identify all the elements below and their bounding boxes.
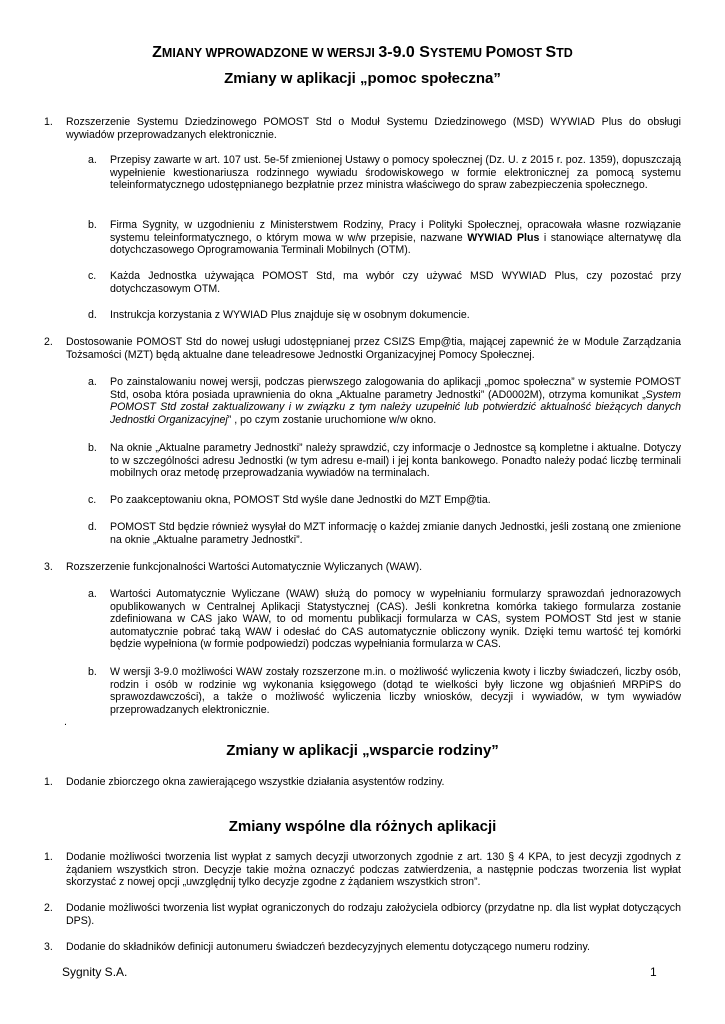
list-number: 2. <box>44 902 53 914</box>
sub-item: Wartości Automatycznie Wyliczane (WAW) służą do pomocy w wypełnianiu formularzy sprawozdań jednorazowych opublikowanych w Centralnej Aplikacji Statystycznej (CAS). Jeśli konkretna komórka takiego formularza zostanie zdefiniowana w CAS jako WAW, to od momentu publikacji formularza w CAS, system POMOST Std jest w stanie automatycznie pobrać taką WAW i odesłać do CAS automatycznie obliczony wynik. Dzięki temu wartość tej komórki będzie wypełniona (w formie podpowiedzi) podczas wypełniania formularza w CAS. <box>110 588 681 651</box>
sub-item: Przepisy zawarte w art. 107 ust. 5e-5f zmienionej Ustawy o pomocy społecznej (Dz. U. z 2015 r. poz. 1359), dopuszczają wypełnienie kwestionariusza rodzinnego wywiadu środowiskowego w formie elektronicznej za pomocą systemu teleinformatycznego udostępnianego bezpłatnie przez ministra właściwego do spraw zabezpieczenia społecznego. <box>110 154 681 192</box>
list-item: Dodanie możliwości tworzenia list wypłat ograniczonych do rodzaju założyciela odbiorcy (przydatne np. dla list wypłat dotyczących DPS). <box>66 902 681 927</box>
sub-item: Firma Sygnity, w uzgodnieniu z Ministerstwem Rodziny, Pracy i Polityki Społecznej, opracowała własne rozwiązanie systemu teleinformatycznego, o którym mowa w w/w przepisie, nazwane WYWIAD Plus i stanowiące alternatywę dla dotychczasowego Oprogramowania Terminali Mobilnych (OTM). <box>110 219 681 257</box>
sub-letter: b. <box>88 219 97 231</box>
list-item: Rozszerzenie Systemu Dziedzinowego POMOST Std o Moduł Systemu Dziedzinowego (MSD) WYWIAD Plus do obsługi wywiadów przeprowadzanych elektronicznie. <box>66 116 681 141</box>
sub-letter: a. <box>88 376 97 388</box>
sub-letter: d. <box>88 521 97 533</box>
footer-company: Sygnity S.A. <box>62 965 128 979</box>
list-number: 3. <box>44 941 53 953</box>
sub-item: Instrukcja korzystania z WYWIAD Plus znajduje się w osobnym dokumencie. <box>110 309 470 321</box>
sub-item: POMOST Std będzie również wysyłał do MZT informację o każdej zmianie danych Jednostki, jeśli zostaną one zmienione na oknie „Aktualne parametry Jednostki”. <box>110 521 681 546</box>
sub-item: Po zaakceptowaniu okna, POMOST Std wyśle dane Jednostki do MZT Emp@tia. <box>110 494 491 506</box>
list-number: 3. <box>44 561 53 573</box>
sub-item: Na oknie „Aktualne parametry Jednostki” należy sprawdzić, czy informacje o Jednostce są kompletne i aktualne. Dotyczy to w szczególności adresu Jednostki (w tym adresu e-mail) i jej konta bankowego. Ponadto należy podać liczbę terminali mobilnych oraz metodę przeprowadzania wywiadów na terminalach. <box>110 442 681 480</box>
sub-item: Po zainstalowaniu nowej wersji, podczas pierwszego zalogowania do aplikacji „pomoc społeczna” w systemie POMOST Std, osoba która posiada uprawnienia do okna „Aktualne parametry Jednostki” (AD0002M), otrzyma komunikat „System POMOST Std został zaktualizowany i w związku z tym należy uzupełnić lub potwierdzić aktualność bieżących danych Jednostki Organizacyjnej” , po czym zostanie uruchomione w/w okno. <box>110 376 681 426</box>
sub-letter: b. <box>88 666 97 678</box>
list-item: Dodanie zbiorczego okna zawierającego wszystkie działania asystentów rodziny. <box>66 776 445 788</box>
document-title: ZMIANY WPROWADZONE W WERSJI 3-9.0 SYSTEMU POMOST STD <box>152 44 573 61</box>
list-item: Dodanie możliwości tworzenia list wypłat z samych decyzji utworzonych zgodnie z art. 130 § 4 KPA, to jest decyzji zgodnych z żądaniem wszystkich stron. Decyzje takie można oznaczyć podczas zatwierdzenia, a następnie podczas tworzenia list wypłat skorzystać z nowej opcji „uwzględnij tylko decyzje zgodne z żądaniem wszystkich stron”. <box>66 851 681 889</box>
list-number: 2. <box>44 336 53 348</box>
section-heading-pomoc-spoleczna: Zmiany w aplikacji „pomoc społeczna” <box>224 70 501 87</box>
sub-item: Każda Jednostka używająca POMOST Std, ma wybór czy używać MSD WYWIAD Plus, czy pozostać przy dotychczasowym OTM. <box>110 270 681 295</box>
section-heading-wspolne: Zmiany wspólne dla różnych aplikacji <box>228 818 497 835</box>
list-number: 1. <box>44 776 53 788</box>
sub-letter: a. <box>88 588 97 600</box>
sub-letter: d. <box>88 309 97 321</box>
section-heading-wsparcie-rodziny: Zmiany w aplikacji „wsparcie rodziny” <box>226 742 499 759</box>
sub-letter: a. <box>88 154 97 166</box>
list-number: 1. <box>44 116 53 128</box>
list-item: Rozszerzenie funkcjonalności Wartości Automatycznie Wyliczanych (WAW). <box>66 561 423 573</box>
list-item: Dostosowanie POMOST Std do nowej usługi udostępnianej przez CSIZS Emp@tia, mającej zapewnić że w Module Zarządzania Tożsamości (MZT) będą aktualne dane teleadresowe Jednostki Organizacyjnej Pomocy Społecznej. <box>66 336 681 361</box>
sub-letter: b. <box>88 442 97 454</box>
stray-dot: . <box>64 716 67 728</box>
page-number: 1 <box>650 965 657 979</box>
list-item: Dodanie do składników definicji autonumeru świadczeń bezdecyzyjnych elementu dotyczącego numeru rodziny. <box>66 941 590 953</box>
sub-letter: c. <box>88 494 97 506</box>
list-number: 1. <box>44 851 53 863</box>
sub-item: W wersji 3-9.0 możliwości WAW zostały rozszerzone m.in. o możliwość wyliczenia kwoty i liczby świadczeń, liczby osób, rodzin i osób w rodzinie wg wykonania księgowego (dotąd te wielkości były liczone wg objaśnień MRPiPS do sprawozdawczości), a także o możliwość wyliczenia liczby wniosków, decyzji i wywiadów, w tym wywiadów przeprowadzanych elektronicznie. <box>110 666 681 716</box>
sub-letter: c. <box>88 270 97 282</box>
